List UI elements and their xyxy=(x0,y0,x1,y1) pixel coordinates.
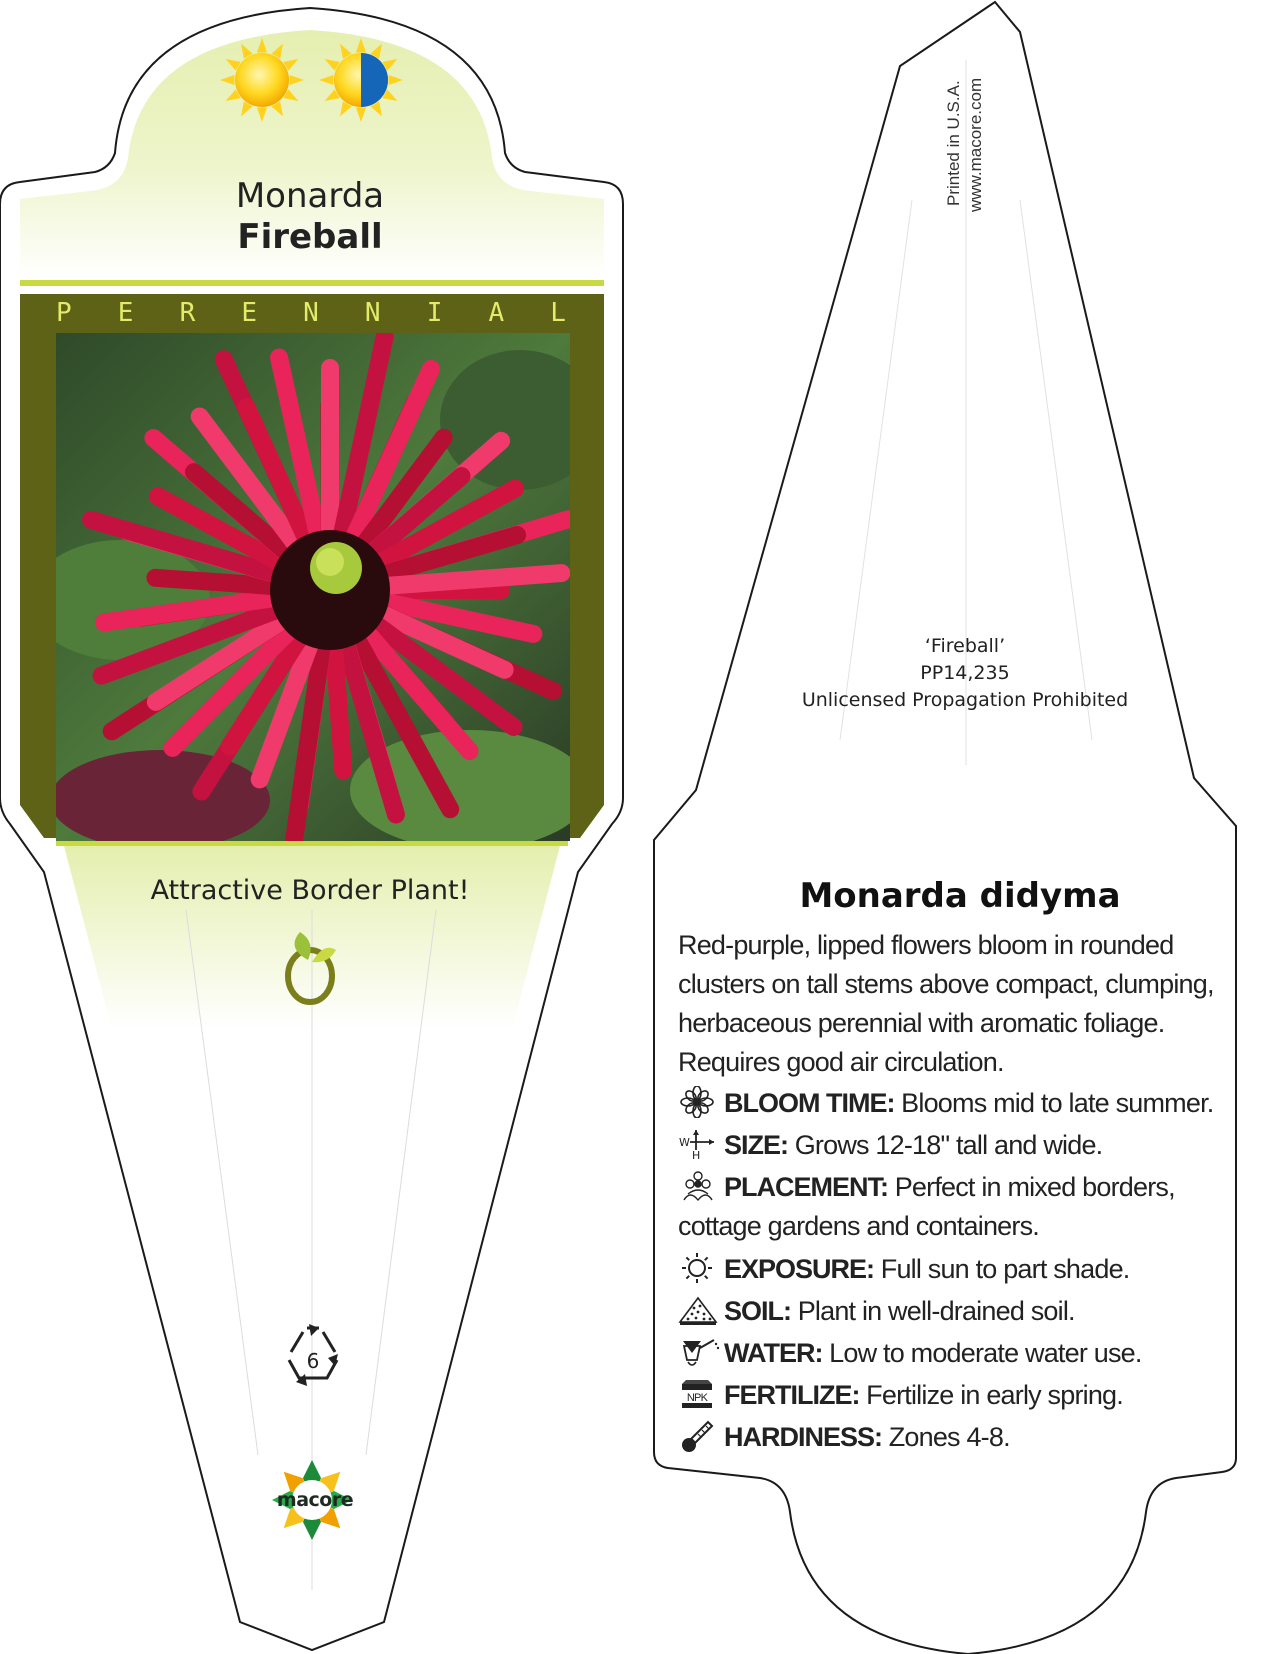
attribute-key: WATER: xyxy=(724,1338,823,1368)
green-band-top xyxy=(20,280,604,286)
attribute-value: Full sun to part shade. xyxy=(874,1254,1130,1284)
flower-icon xyxy=(678,1086,720,1118)
category-letter: R xyxy=(179,298,196,328)
category-letter: P xyxy=(56,298,72,328)
soil-icon xyxy=(678,1294,720,1326)
attribute-value: Plant in well-drained soil. xyxy=(791,1296,1075,1326)
size-height-letter: H xyxy=(692,1149,700,1160)
size-arrows-icon xyxy=(678,1128,720,1160)
patent-number: PP14,235 xyxy=(920,662,1010,684)
category-letter: N xyxy=(364,298,381,328)
attribute-key: SIZE: xyxy=(724,1130,789,1160)
attribute-key: SOIL: xyxy=(724,1296,791,1326)
npk-label: NPK xyxy=(686,1392,708,1404)
attribute-water xyxy=(678,1334,1238,1373)
attribute-value: Perfect in mixed borders, cottage gardens and containers. xyxy=(678,1172,1175,1241)
attribute-key: EXPOSURE: xyxy=(724,1254,875,1284)
attribute-value: Grows 12-18" tall and wide. xyxy=(788,1130,1103,1160)
attribute-hardiness xyxy=(678,1418,1238,1457)
attribute-bloom-time xyxy=(678,1084,1238,1123)
attribute-exposure xyxy=(678,1250,1238,1289)
attribute-value: Low to moderate water use. xyxy=(822,1338,1142,1368)
common-name: Monarda xyxy=(235,176,385,216)
attribute-placement xyxy=(678,1168,1238,1246)
attribute-key: BLOOM TIME: xyxy=(724,1088,895,1118)
patent-cultivar: ‘Fireball’ xyxy=(924,635,1006,657)
brand-name: macore xyxy=(276,1489,354,1511)
watering-can-icon xyxy=(678,1336,720,1368)
attribute-value: Blooms mid to late summer. xyxy=(894,1088,1214,1118)
patent-block xyxy=(780,633,1150,714)
printed-in-label: Printed in U.S.A. xyxy=(944,80,963,206)
category-letter: N xyxy=(303,298,319,328)
category-letter: I xyxy=(426,298,443,328)
tagline: Attractive Border Plant! xyxy=(150,875,470,906)
category-label xyxy=(56,298,566,328)
cultivar-name: Fireball xyxy=(237,217,383,257)
attribute-key: PLACEMENT: xyxy=(724,1172,888,1202)
attribute-fertilize xyxy=(678,1376,1238,1415)
sun-outline-icon xyxy=(678,1252,720,1284)
website-label: www.macore.com xyxy=(966,77,985,212)
size-width-letter: W xyxy=(679,1136,690,1149)
patent-notice: Unlicensed Propagation Prohibited xyxy=(801,689,1129,711)
attribute-key: FERTILIZE: xyxy=(724,1380,860,1410)
description: Red-purple, lipped flowers bloom in rounded clusters on tall stems above compact, clumping, herbaceous perennial with aromatic foliage. Requires good air circulation. xyxy=(678,930,1214,1077)
category-letter: L xyxy=(550,298,566,328)
thermometer-icon xyxy=(678,1420,720,1452)
category-letter: A xyxy=(488,298,505,328)
flower-photo xyxy=(30,326,600,852)
attribute-size xyxy=(678,1126,1238,1165)
attribute-key: HARDINESS: xyxy=(724,1422,883,1452)
placement-icon xyxy=(678,1170,720,1202)
scientific-name: Monarda didyma xyxy=(799,876,1121,916)
npk-icon xyxy=(678,1378,720,1410)
attribute-value: Fertilize in early spring. xyxy=(859,1380,1123,1410)
recycle-number: 6 xyxy=(306,1349,320,1373)
attribute-soil xyxy=(678,1292,1238,1331)
category-letter: E xyxy=(117,298,134,328)
category-letter: E xyxy=(241,298,257,328)
attribute-value: Zones 4-8. xyxy=(882,1422,1010,1452)
